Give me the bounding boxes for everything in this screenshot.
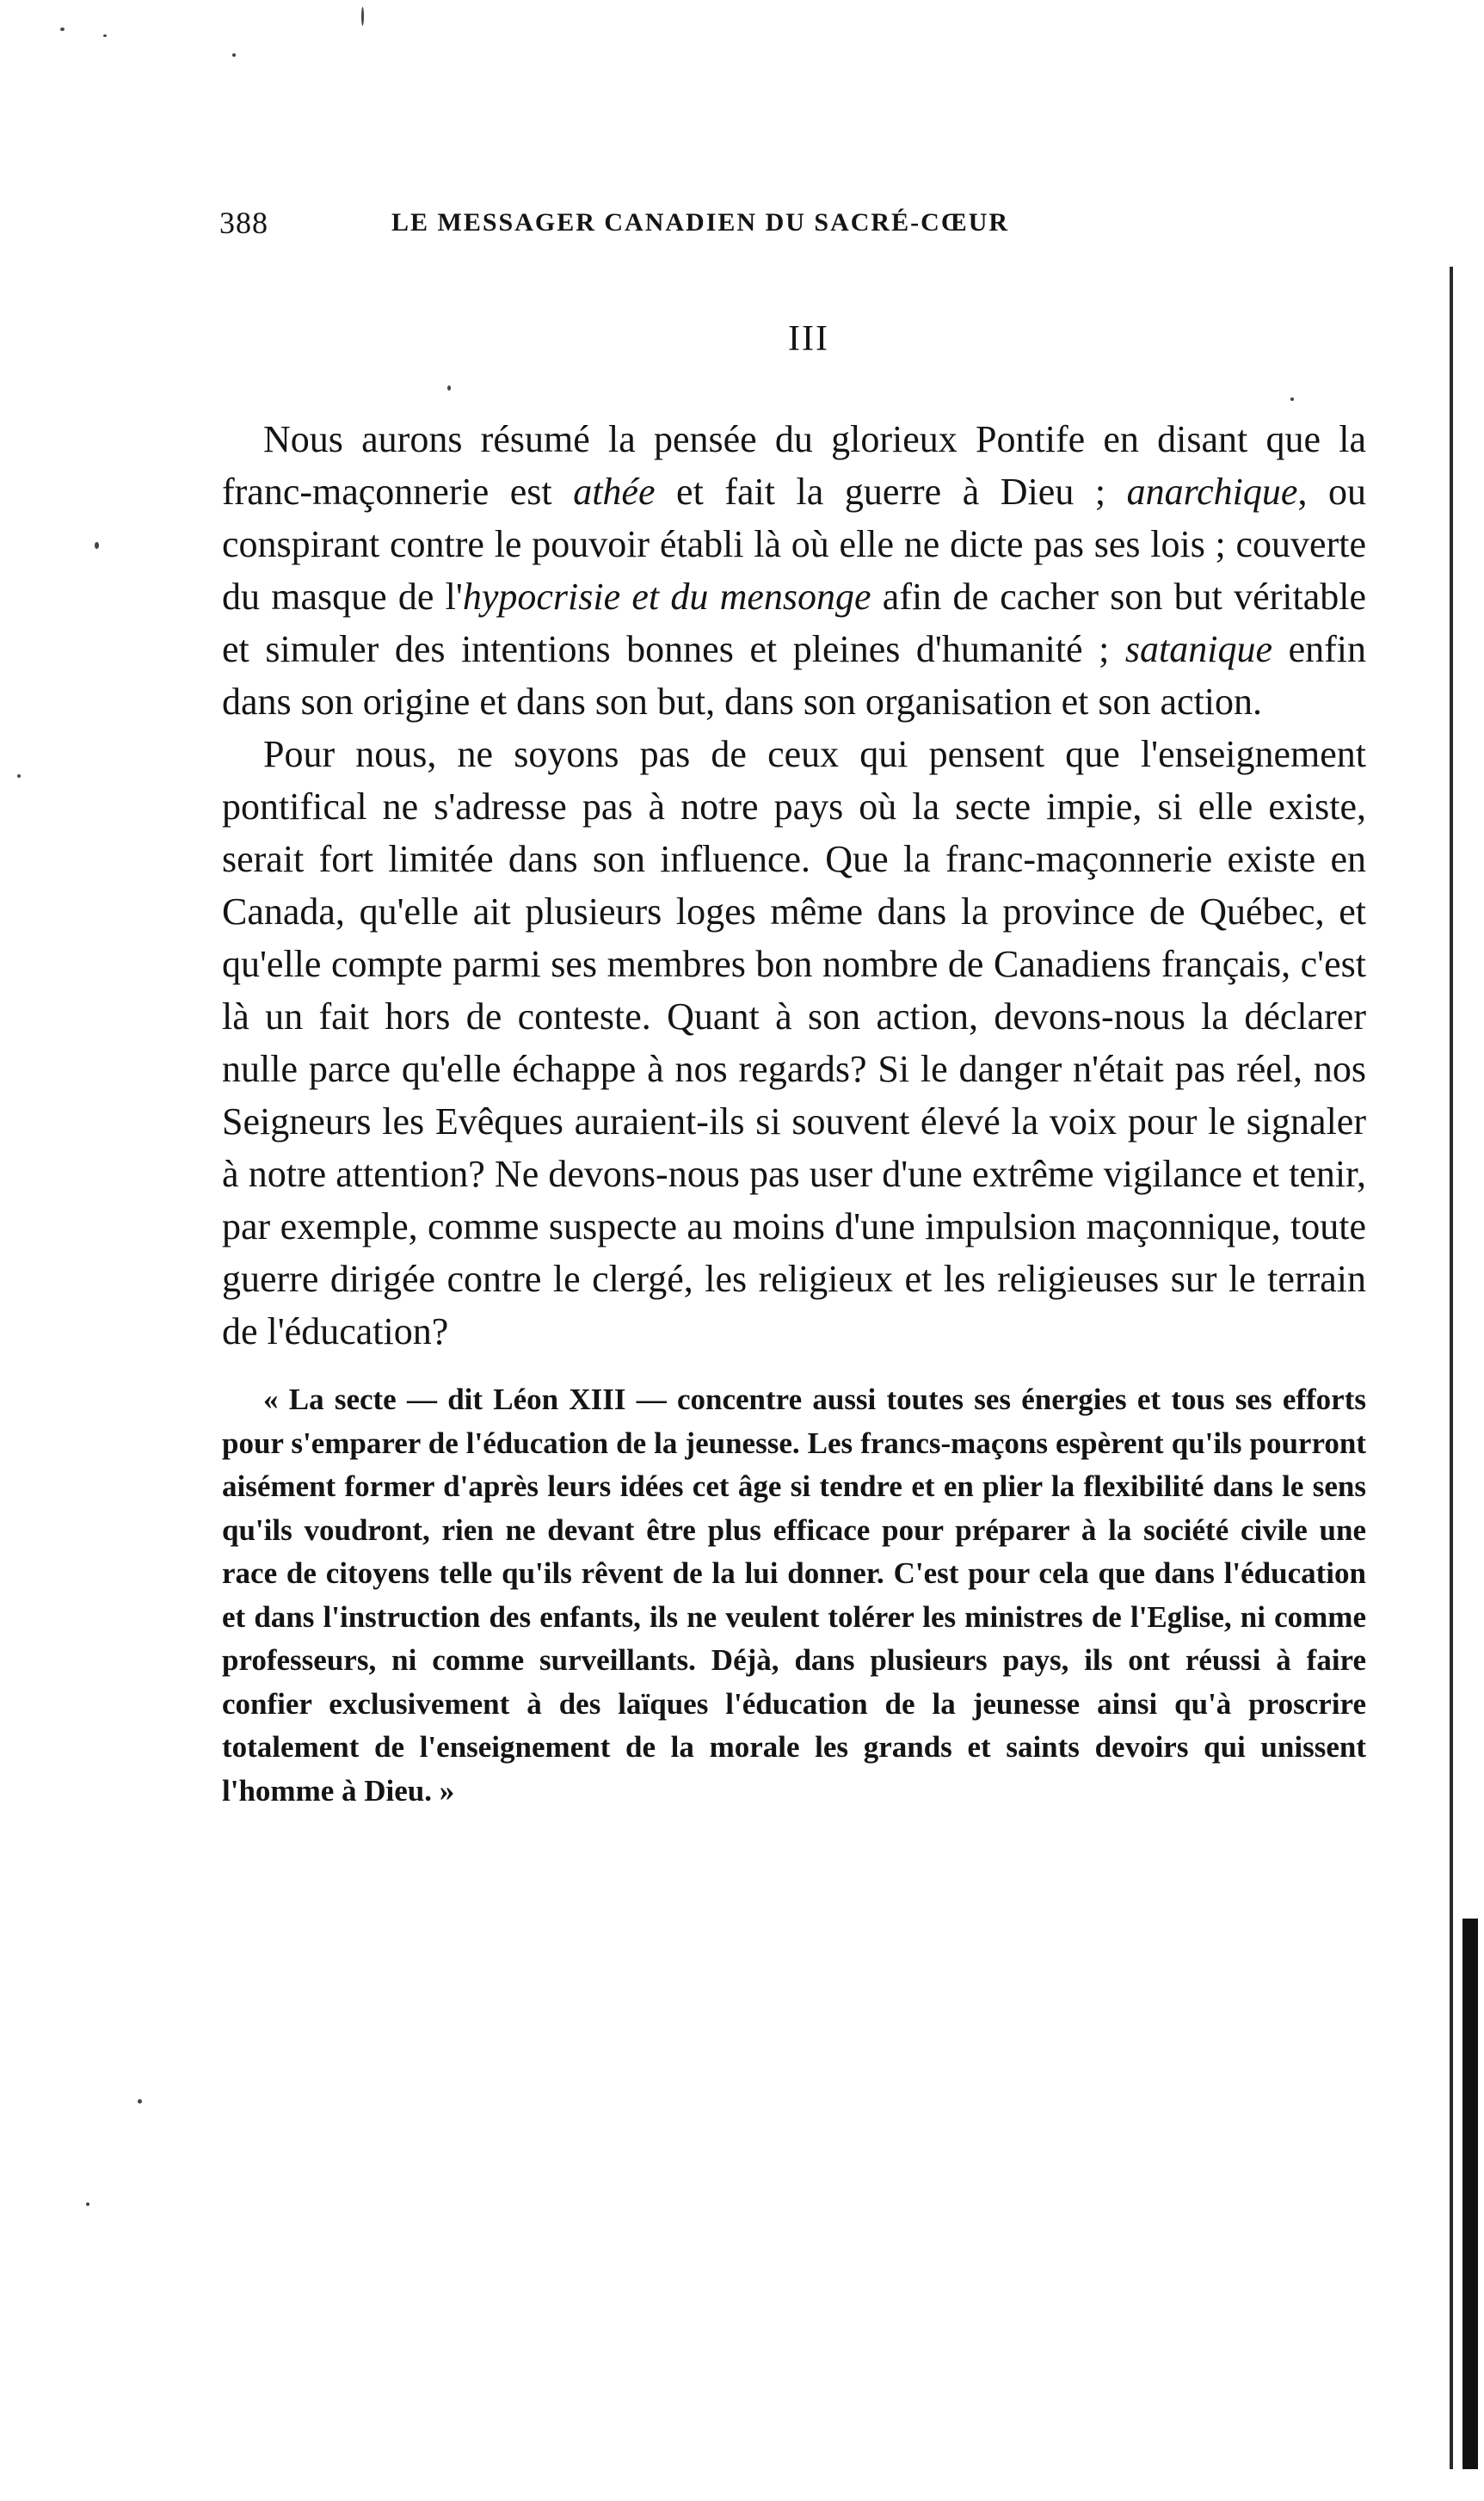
body-text [222,413,1366,1813]
scan-speck [1290,397,1294,401]
scan-speck [60,28,65,31]
paragraph-1-italic-satanique: satanique [1124,628,1273,670]
scan-speck [86,2202,89,2206]
paragraph-1-italic-athee: athée [573,471,656,513]
scan-speck [361,7,364,26]
scan-speck [232,53,236,57]
scan-speck [17,774,21,778]
scan-speck [103,34,107,37]
paragraph-1-italic-hypocrisie: hypocrisie et du mensonge [462,576,871,618]
paragraph-1-text: Nous aurons résumé la pensée du glorieux Pontife en disant que la franc-maçonnerie est [222,418,1366,513]
scan-speck [138,2099,142,2104]
paragraph-1-text: , ou conspirant contre le pouvoir établi là où elle ne dicte pas ses lois ; couverte du masque de l' [222,471,1366,618]
paragraph-2: Pour nous, ne soyons pas de ceux qui pensent que l'enseignement pontifical ne s'adresse pas à notre pays où la secte impie, si elle existe, serait fort limitée dans son influence. Que la franc-maçonnerie existe en Canada, qu'elle ait plusieurs loges même dans la province de Québec, et qu'elle compte parmi ses membres bon nombre de Canadiens français, c'est là un fait hors de conteste. Quant à son action, devons-nous la déclarer nulle parce qu'elle échappe à nos regards? Si le danger n'était pas réel, nos Seigneurs les Evêques auraient-ils si souvent élevé la voix pour le signaler à notre attention? Ne devons-nous pas user d'une extrême vigilance et tenir, par exemple, comme suspecte au moins d'une impulsion maçonnique, toute guerre dirigée contre le clergé, les religieux et les religieuses sur le terrain de l'éducation? [222,733,1366,1352]
scan-speck [447,385,451,391]
block-quote: « La secte — dit Léon XIII — concentre aussi toutes ses énergies et tous ses efforts pour s'emparer de l'éducation de la jeunesse. Les francs-maçons espèrent qu'ils pourront aisément former d'après leurs idées cet âge si tendre et en plier la flexibilité dans le sens qu'ils voudront, rien ne devant être plus efficace pour préparer à la société civile une race de citoyens telle qu'ils rêvent de la lui donner. C'est pour cela que dans l'éducation et dans l'instruction des enfants, ils ne veulent tolérer les ministres de l'Eglise, ni comme professeurs, ni comme surveillants. Déjà, dans plusieurs pays, ils ont réussi à faire confier exclusivement à des laïques l'éducation de la jeunesse ainsi qu'à proscrire totalement de l'enseignement de la morale les grands et saints devoirs qui unissent l'homme à Dieu. » [222,1383,1366,1808]
paragraph-1-text: et fait la guerre à Dieu ; [655,471,1127,513]
page-edge-shadow-thick [1462,1919,1478,2469]
page-number: 388 [219,206,268,240]
scan-speck [95,542,99,549]
running-head [219,205,1364,248]
paragraph-1 [222,413,1366,728]
paragraph-1-italic-anarchique: anarchique [1126,471,1298,513]
section-numeral: III [788,319,829,359]
paragraph-1-text: enfin dans son origine et dans son but, dans son organisation et son action. [222,628,1366,723]
paragraph-1-text: afin de cacher son but véritable et simuler des intentions bonnes et pleines d'humanité ; [222,576,1366,670]
running-title: LE MESSAGER CANADIEN DU SACRÉ-CŒUR [391,208,1010,237]
page-edge-shadow [1450,267,1453,2469]
